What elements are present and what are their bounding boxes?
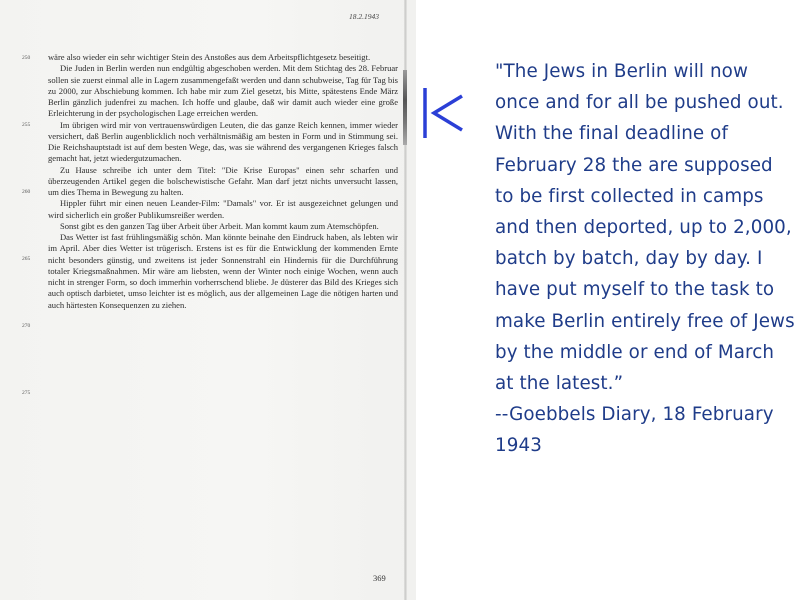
left-pointer-icon <box>420 84 466 142</box>
line-number: 275 <box>22 390 31 396</box>
translation-quote <box>495 56 795 462</box>
paragraph: Das Wetter ist fast frühlingsmäßig schön. Man könnte beinahe den Eindruck haben, als lebten wir im April. Aber dies Wetter ist trügerisch. Erstens ist es für die Entwicklung der kommenden Ernte nicht besonders günstig, und zweitens ist jeder Sonnenstrahl ein Hindernis für die Durchführung totaler Kriegsmaßnahmen. Mir wäre am liebsten, wenn der Winter noch einige Wochen, wenn auch nicht in strenger Form, so doch immerhin vorherrschend bliebe. Je düsterer das Bild des Krieges sich auch optisch darbietet, umso leichter ist es möglich, aus der allgemeinen Lage die nötigen harten und auch härtesten Konsequenzen zu ziehen. <box>48 232 398 310</box>
paragraph: Sonst gibt es den ganzen Tag über Arbeit über Arbeit. Man kommt kaum zum Atemschöpfen. <box>60 220 379 231</box>
paragraph: Zu Hause schreibe ich unter dem Titel: "Die Krise Europas" einen sehr scharfen und überzeugenden Artikel gegen die bolschewistische Gefahr. Man darf jetzt nichts unversucht lassen, um dies Thema in Bewegung zu halten. <box>48 164 398 197</box>
paragraph: Im übrigen wird mir von vertrauenswürdigen Leuten, die das ganze Reich kennen, immer wieder versichert, daß Berlin augenblicklich noch verhältnismäßig am besten in Form und in Stimmung sei. Die Reichshauptstadt ist auf dem besten Wege, das, was sie während des vergangenen Krieges falsch gemacht hat, jetzt wiedergutzumachen. <box>48 119 398 164</box>
diary-text <box>48 52 398 311</box>
line-number: 260 <box>22 189 31 195</box>
line-number: 255 <box>22 122 31 128</box>
quote-attribution: --Goebbels Diary, 18 February 1943 <box>495 404 774 457</box>
paragraph: Die Juden in Berlin werden nun endgültig abgeschoben werden. Mit dem Stichtag des 28. Februar sollen sie zuerst einmal alle in Lagern zusammengefaßt werden und dann schubweise, Tag für Tag bis zu 2000, zur Abschiebung kommen. Ich habe mir zum Ziel gesetzt, bis Mitte, spätestens Ende März Berlin gänzlich judenfrei zu machen. Ich hoffe und glaube, daß wir damit auch wieder eine große Erleichterung in der psychologischen Lage erreichen werden. <box>48 63 398 119</box>
header-date: 18.2.1943 <box>349 12 379 21</box>
page-number: 369 <box>373 573 386 583</box>
paragraph: wäre also wieder ein sehr wichtiger Stein des Anstoßes aus dem Arbeitspflichtgesetz beseitigt. <box>48 52 371 62</box>
line-number: 250 <box>22 55 31 61</box>
paragraph: Hippler führt mir einen neuen Leander-Film: "Damals" vor. Er ist ausgezeichnet gelungen und wird sicherlich ein großer Publikumsreißer werden. <box>48 198 398 220</box>
quote-text: "The Jews in Berlin will now once and for all be pushed out. With the final deadline of February 28 the are supposed to be first collected in camps and then deported, up to 2,000, batch by batch, day by day. I have put myself to the task to make Berlin entirely free of Jews by the middle or end of March at the latest.” <box>495 61 795 395</box>
binding-mark <box>403 70 407 145</box>
line-number: 265 <box>22 256 31 262</box>
line-number: 270 <box>22 323 31 329</box>
